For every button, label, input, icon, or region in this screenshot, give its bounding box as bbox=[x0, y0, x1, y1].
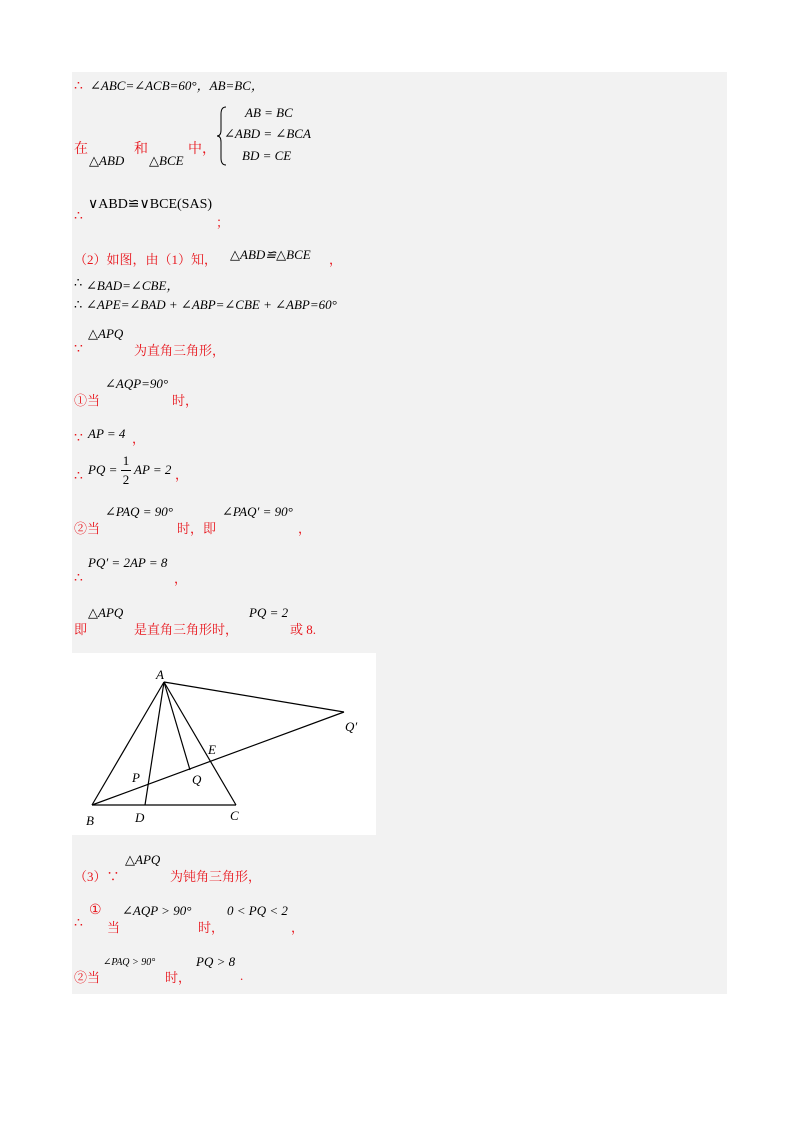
therefore-symbol: ∴ bbox=[74, 571, 83, 586]
angle-ape-sum: ∠APE=∠BAD + ∠ABP=∠CBE + ∠ABP=60° bbox=[86, 297, 337, 312]
label-a: A bbox=[156, 667, 164, 682]
angle-bad-cbe: ∠BAD=∠CBE， bbox=[86, 278, 180, 293]
part3-triangle: △APQ bbox=[125, 852, 161, 867]
is-right-triangle-text: 为直角三角形， bbox=[134, 343, 226, 358]
segment-ab bbox=[92, 682, 164, 805]
therefore-symbol: ∴ bbox=[74, 79, 83, 94]
triangle-diagram bbox=[72, 653, 376, 835]
conclusion-triangle: △APQ bbox=[88, 605, 124, 620]
congruence-statement: ∨ABD≌∨BCE(SAS) bbox=[88, 197, 213, 212]
case3-1-condition: ∠AQP > 90° bbox=[122, 903, 192, 918]
case2-mid: 时，即 bbox=[177, 521, 217, 536]
fraction-numerator: 1 bbox=[122, 453, 130, 468]
mid-label: 中， bbox=[188, 142, 216, 157]
and-label: 和 bbox=[134, 142, 148, 157]
label-q-prime: Q′ bbox=[345, 719, 358, 734]
therefore-symbol: ∴ bbox=[74, 297, 83, 312]
figure-lines bbox=[92, 682, 344, 805]
case3-2-condition: ∠PAQ > 90° bbox=[103, 957, 156, 968]
triangle-abd: △ABD bbox=[89, 153, 125, 168]
label-q: Q bbox=[192, 772, 202, 787]
case3-2-suffix: 时， bbox=[165, 970, 192, 985]
therefore-symbol: ∴ bbox=[74, 916, 83, 931]
comma: ， bbox=[291, 920, 305, 935]
conclusion-end: 或 8. bbox=[290, 622, 317, 637]
angle-equality-line: ∠ABC=∠ACB=60°，AB=BC， bbox=[90, 78, 264, 93]
case3-1-suffix: 时， bbox=[198, 920, 225, 935]
pq-eq-right: AP = 2 bbox=[134, 462, 172, 477]
fraction-one-half bbox=[119, 453, 133, 488]
circled-one: ① bbox=[89, 903, 102, 918]
congruence-statement-2: △ABD≌△BCE bbox=[230, 247, 311, 262]
triangle-bce: △BCE bbox=[149, 153, 184, 168]
part3-intro: （3）∵ bbox=[74, 869, 120, 884]
in-label: 在 bbox=[74, 142, 88, 157]
segment-aq bbox=[164, 682, 190, 770]
pq-eq-left: PQ = bbox=[88, 462, 118, 477]
therefore-symbol: ∴ bbox=[74, 469, 83, 484]
label-d: D bbox=[135, 810, 145, 825]
case3-1-range: 0 < PQ < 2 bbox=[227, 903, 288, 918]
fraction-denominator: 2 bbox=[122, 472, 130, 487]
when-label: 当 bbox=[107, 920, 121, 935]
pq-prime-equals-8: PQ′ = 2AP = 8 bbox=[88, 555, 168, 570]
case1-suffix: 时， bbox=[172, 393, 199, 408]
comma: ， bbox=[175, 467, 189, 482]
case2-condition-2: ∠PAQ′ = 90° bbox=[222, 504, 293, 519]
system-eq-3: BD = CE bbox=[242, 148, 292, 163]
system-eq-2: ∠ABD = ∠BCA bbox=[224, 126, 311, 141]
is-obtuse-text: 为钝角三角形， bbox=[170, 869, 262, 884]
segment-bq-prime bbox=[92, 712, 344, 805]
conclusion-mid: 是直角三角形时， bbox=[134, 622, 239, 637]
case3-2-prefix: ②当 bbox=[74, 970, 101, 985]
comma: ， bbox=[329, 252, 343, 267]
case1-prefix: ①当 bbox=[74, 393, 101, 408]
conclusion-equation: PQ = 2 bbox=[249, 605, 289, 620]
label-p: P bbox=[132, 770, 140, 785]
therefore-symbol: ∴ bbox=[74, 275, 83, 290]
comma: ， bbox=[132, 431, 146, 446]
part2-intro: （2）如图，由（1）知， bbox=[74, 252, 218, 267]
because-symbol: ∵ bbox=[74, 431, 83, 446]
fraction-bar bbox=[121, 470, 131, 471]
comma: ， bbox=[174, 571, 188, 586]
case3-2-range: PQ > 8 bbox=[196, 954, 236, 969]
case2-condition: ∠PAQ = 90° bbox=[105, 504, 173, 519]
system-eq-1: AB = BC bbox=[245, 105, 293, 120]
case2-prefix: ②当 bbox=[74, 521, 101, 536]
therefore-symbol: ∴ bbox=[74, 209, 83, 224]
label-b: B bbox=[86, 813, 94, 828]
label-c: C bbox=[230, 808, 239, 823]
semicolon: ； bbox=[216, 215, 230, 230]
label-e: E bbox=[208, 742, 216, 757]
conclusion-prefix: 即 bbox=[74, 622, 88, 637]
comma: ， bbox=[298, 521, 312, 536]
ap-equals-4: AP = 4 bbox=[88, 426, 126, 441]
triangle-apq: △APQ bbox=[88, 326, 124, 341]
because-symbol: ∵ bbox=[74, 342, 83, 357]
case1-condition: ∠AQP=90° bbox=[105, 376, 169, 391]
geometry-figure bbox=[72, 653, 376, 835]
segment-aq-prime bbox=[164, 682, 344, 712]
segment-ad bbox=[145, 682, 164, 805]
period: . bbox=[240, 968, 244, 983]
